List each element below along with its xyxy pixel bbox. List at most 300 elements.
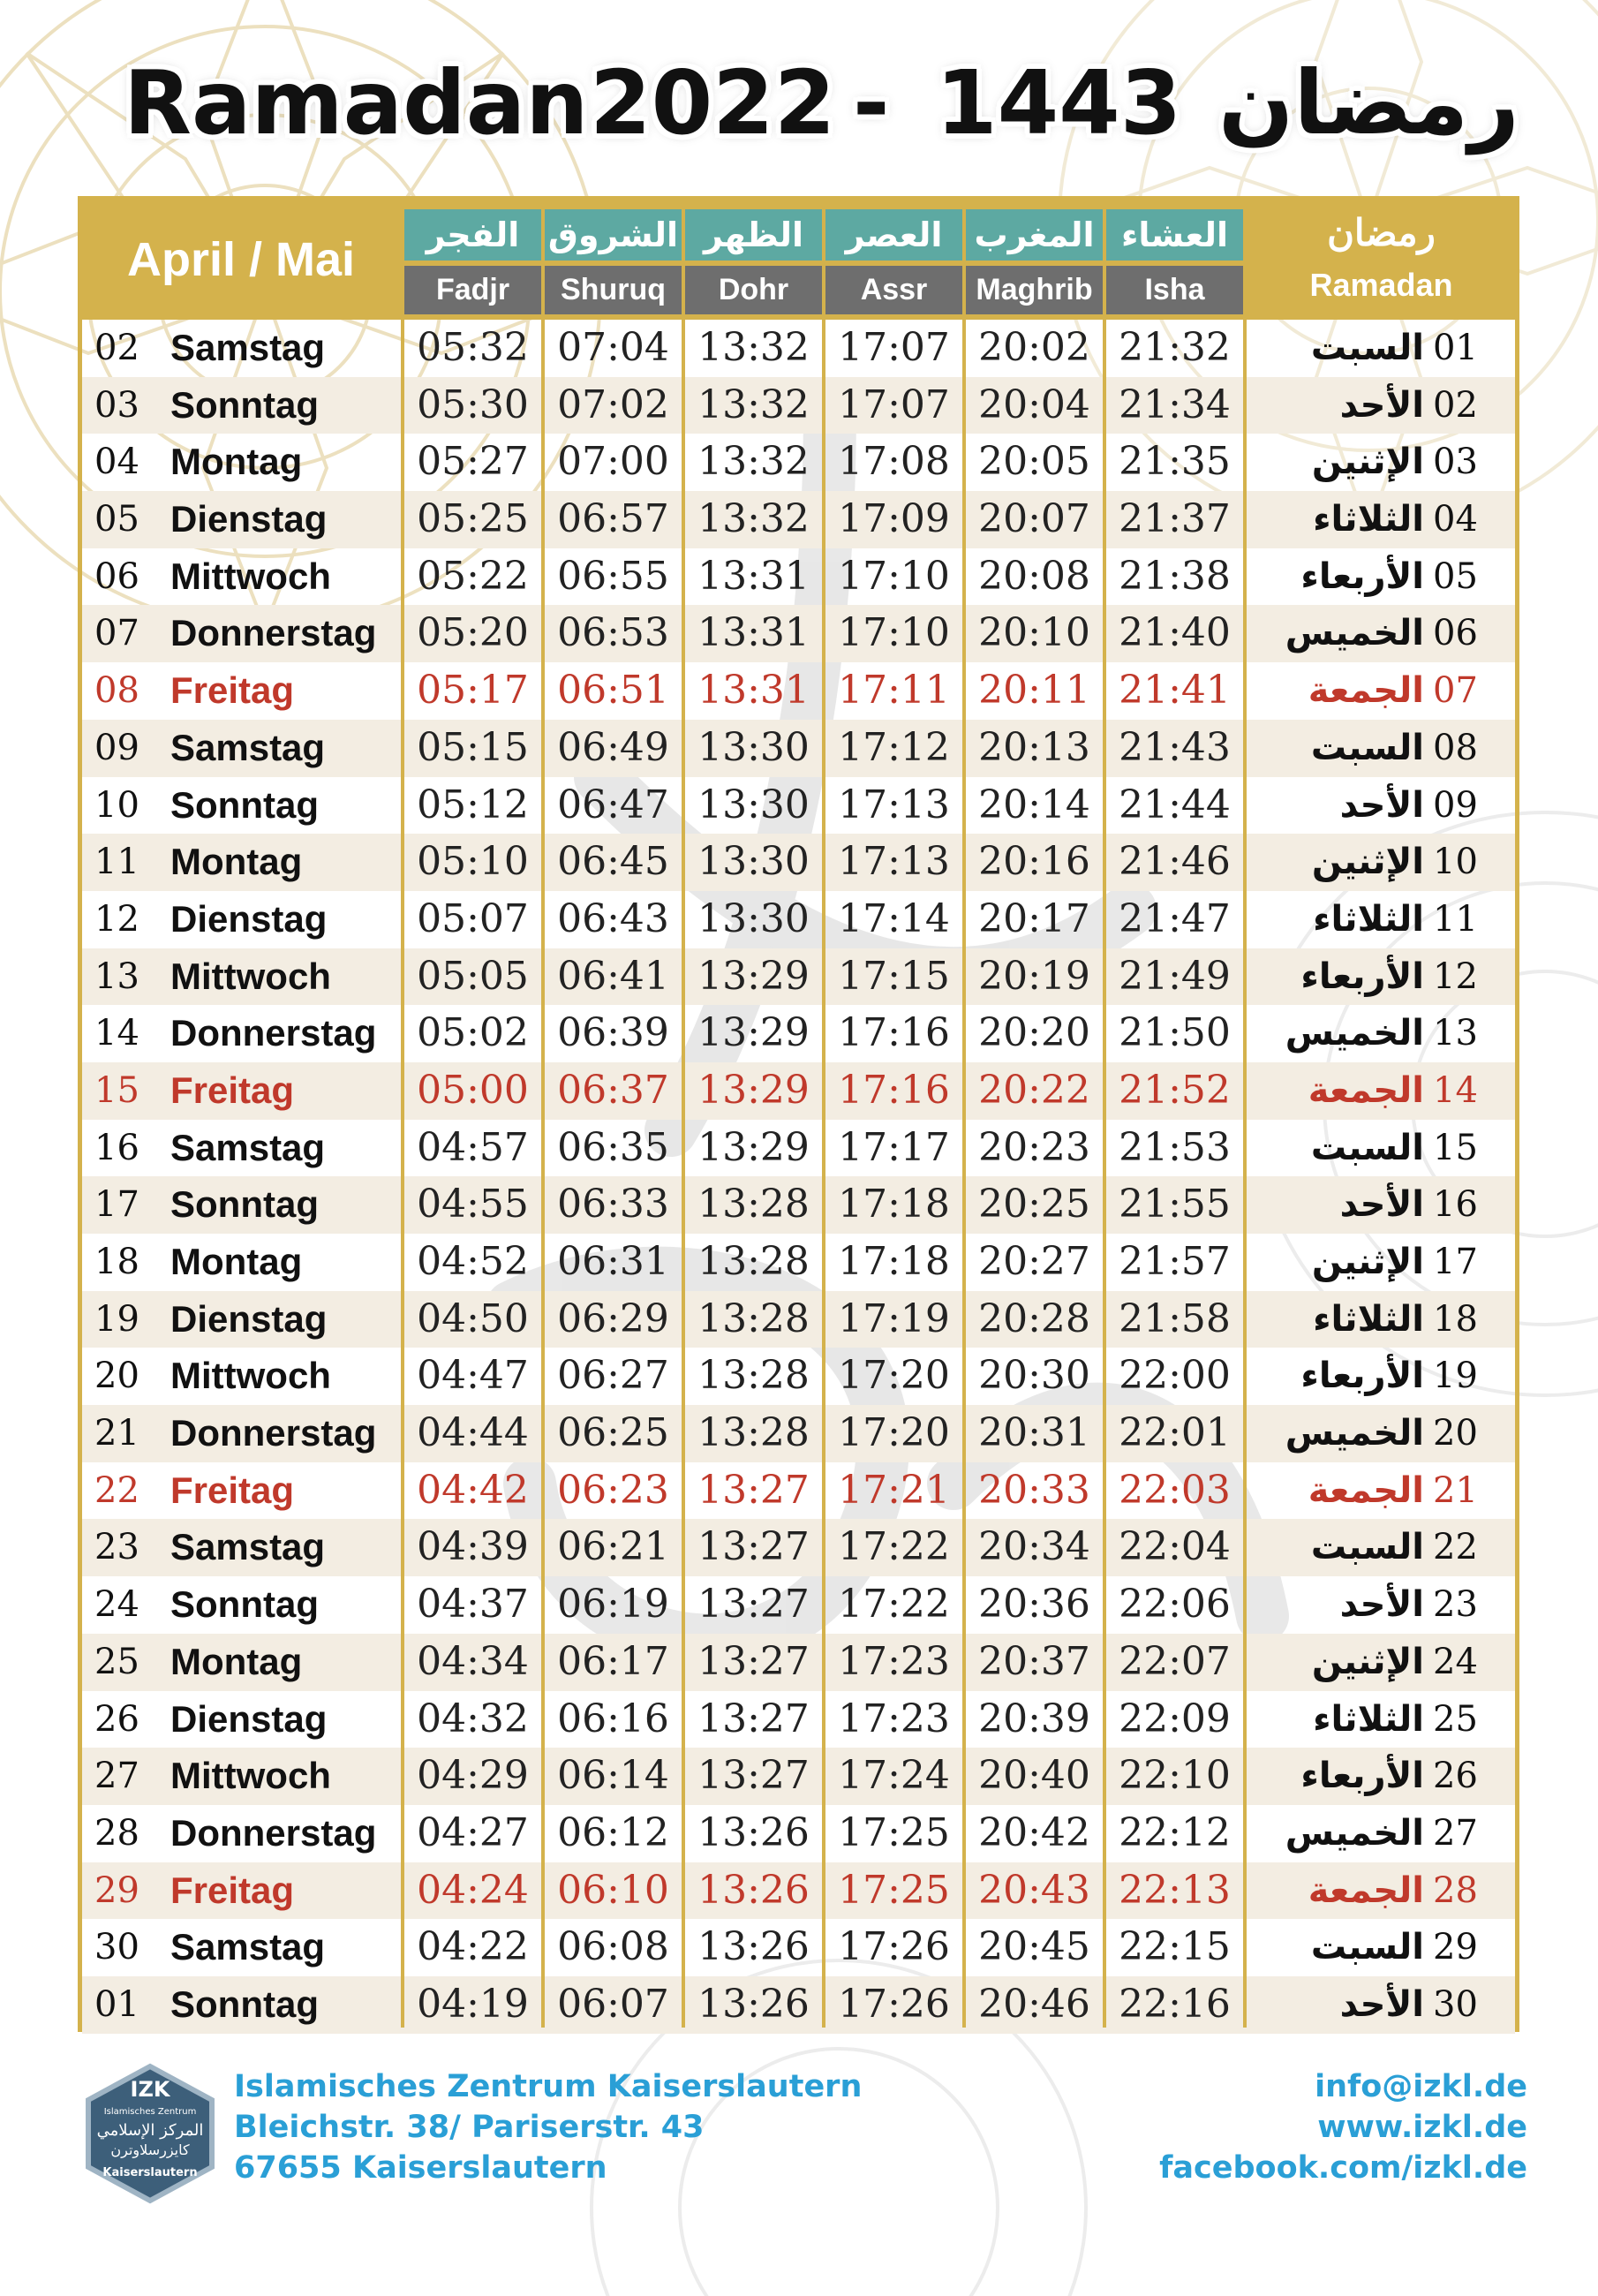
- arabic-weekday: الأربعاء: [1300, 555, 1424, 597]
- maghrib-time: 20:04: [978, 381, 1090, 427]
- assr-time: 17:26: [838, 1981, 950, 2027]
- gregorian-day: 25: [94, 1641, 139, 1682]
- gregorian-day: 08: [94, 670, 139, 712]
- maghrib-time: 20:07: [978, 496, 1090, 542]
- ramadan-day: 05: [1433, 555, 1478, 597]
- table-row: [82, 491, 1515, 548]
- fadjr-time: 05:05: [417, 953, 529, 999]
- ramadan-day: 09: [1433, 784, 1478, 826]
- fadjr-time: 04:57: [417, 1124, 529, 1170]
- isha-time: 22:03: [1119, 1467, 1231, 1513]
- maghrib-time: 20:45: [978, 1924, 1090, 1970]
- arabic-weekday: السبت: [1310, 1527, 1424, 1568]
- assr-time: 17:07: [838, 325, 950, 370]
- dohr-time: 13:26: [697, 1809, 810, 1855]
- isha-time: 21:53: [1119, 1124, 1231, 1170]
- dohr-time: 13:27: [697, 1467, 810, 1513]
- shuruq-time: 06:35: [557, 1124, 669, 1170]
- gregorian-day: 26: [94, 1698, 139, 1740]
- shuruq-time: 07:04: [557, 325, 669, 370]
- shuruq-time: 06:57: [557, 496, 669, 542]
- fadjr-time: 05:30: [417, 381, 529, 427]
- isha-time: 21:50: [1119, 1010, 1231, 1056]
- dohr-time: 13:28: [697, 1410, 810, 1456]
- weekday: Mittwoch: [170, 1755, 331, 1797]
- column-divider: [822, 320, 825, 2028]
- maghrib-time: 20:39: [978, 1696, 1090, 1741]
- assr-time: 17:23: [838, 1638, 950, 1684]
- shuruq-time: 07:00: [557, 439, 669, 485]
- arabic-weekday: الإثنين: [1311, 1242, 1424, 1282]
- maghrib-time: 20:11: [978, 668, 1090, 714]
- table-row: [82, 720, 1515, 777]
- ramadan-day: 14: [1433, 1069, 1478, 1111]
- table-row: [82, 1576, 1515, 1634]
- header-shuruq-latin: Shuruq: [545, 266, 682, 314]
- table-row: [82, 1176, 1515, 1234]
- table-row: [82, 777, 1515, 835]
- gregorian-day: 05: [94, 499, 139, 540]
- footer: [0, 2058, 1598, 2234]
- izk-logo: [79, 2063, 221, 2204]
- dohr-time: 13:26: [697, 1924, 810, 1970]
- fadjr-time: 05:02: [417, 1010, 529, 1056]
- dohr-time: 13:27: [697, 1753, 810, 1799]
- ramadan-day: 15: [1433, 1127, 1478, 1168]
- ramadan-day: 16: [1433, 1184, 1478, 1226]
- prayer-times-table: [78, 196, 1519, 2032]
- assr-time: 17:25: [838, 1867, 950, 1913]
- dohr-time: 13:27: [697, 1524, 810, 1570]
- assr-time: 17:09: [838, 496, 950, 542]
- ramadan-day: 24: [1433, 1641, 1478, 1682]
- maghrib-time: 20:25: [978, 1182, 1090, 1227]
- shuruq-time: 06:23: [557, 1467, 669, 1513]
- weekday: Dienstag: [170, 1697, 328, 1740]
- arabic-weekday: الإثنين: [1311, 842, 1424, 883]
- shuruq-time: 06:08: [557, 1924, 669, 1970]
- shuruq-time: 06:47: [557, 782, 669, 827]
- fadjr-time: 04:55: [417, 1182, 529, 1227]
- column-divider: [401, 320, 404, 2028]
- arabic-weekday: الثلاثاء: [1313, 1298, 1424, 1340]
- ramadan-day: 26: [1433, 1756, 1478, 1797]
- isha-time: 21:46: [1119, 839, 1231, 885]
- arabic-weekday: السبت: [1310, 1927, 1424, 1968]
- arabic-weekday: الأحد: [1339, 1983, 1424, 2025]
- ramadan-day: 27: [1433, 1812, 1478, 1854]
- fadjr-time: 05:27: [417, 439, 529, 485]
- shuruq-time: 06:21: [557, 1524, 669, 1570]
- table-row: [82, 1348, 1515, 1405]
- dohr-time: 13:32: [697, 439, 810, 485]
- ramadan-day: 01: [1433, 328, 1478, 368]
- table-row: [82, 1805, 1515, 1862]
- weekday: Mittwoch: [170, 1355, 331, 1397]
- fadjr-time: 05:00: [417, 1067, 529, 1113]
- arabic-weekday: الخميس: [1285, 1413, 1424, 1454]
- table-row: [82, 1519, 1515, 1576]
- gregorian-day: 10: [94, 784, 139, 826]
- ramadan-day: 11: [1433, 898, 1478, 940]
- weekday: Dienstag: [170, 498, 328, 540]
- maghrib-time: 20:46: [978, 1981, 1090, 2027]
- address-line-street: Bleichstr. 38/ Pariserstr. 43: [234, 2110, 705, 2145]
- shuruq-time: 06:51: [557, 668, 669, 714]
- dohr-time: 13:28: [697, 1182, 810, 1227]
- assr-time: 17:14: [838, 895, 950, 941]
- fadjr-time: 04:37: [417, 1582, 529, 1628]
- shuruq-time: 06:07: [557, 1981, 669, 2027]
- weekday: Sonntag: [170, 1183, 319, 1226]
- arabic-weekday: الجمعة: [1308, 1869, 1424, 1911]
- isha-time: 21:37: [1119, 496, 1231, 542]
- logo-line1: Islamisches Zentrum: [103, 2107, 197, 2117]
- isha-time: 22:12: [1119, 1809, 1231, 1855]
- header-assr-arabic: العصر: [825, 209, 962, 261]
- ramadan-day: 20: [1433, 1413, 1478, 1454]
- fadjr-time: 05:10: [417, 839, 529, 885]
- table-row: [82, 948, 1515, 1006]
- maghrib-time: 20:14: [978, 782, 1090, 827]
- gregorian-day: 19: [94, 1298, 139, 1340]
- ramadan-day: 28: [1433, 1869, 1478, 1911]
- fadjr-time: 04:19: [417, 1981, 529, 2027]
- header-ramadan-arabic: رمضان: [1327, 212, 1436, 253]
- gregorian-day: 13: [94, 955, 139, 997]
- dohr-time: 13:26: [697, 1981, 810, 2027]
- gregorian-day: 27: [94, 1756, 139, 1797]
- arabic-weekday: الخميس: [1285, 613, 1424, 654]
- shuruq-time: 06:29: [557, 1295, 669, 1341]
- fadjr-time: 04:34: [417, 1638, 529, 1684]
- ramadan-day: 06: [1433, 613, 1478, 654]
- shuruq-time: 06:10: [557, 1867, 669, 1913]
- gregorian-day: 09: [94, 727, 139, 768]
- fadjr-time: 05:32: [417, 325, 529, 370]
- header-assr-latin: Assr: [825, 266, 962, 314]
- isha-time: 21:52: [1119, 1067, 1231, 1113]
- facebook-link[interactable]: facebook.com/izkl.de: [1159, 2150, 1527, 2186]
- dohr-time: 13:29: [697, 953, 810, 999]
- assr-time: 17:08: [838, 439, 950, 485]
- dohr-time: 13:29: [697, 1010, 810, 1056]
- ramadan-day: 21: [1433, 1469, 1478, 1511]
- isha-time: 22:00: [1119, 1353, 1231, 1399]
- assr-time: 17:22: [838, 1582, 950, 1628]
- address-block: [234, 2066, 862, 2188]
- weekday: Mittwoch: [170, 555, 331, 597]
- header-ramadan: [1247, 200, 1515, 320]
- title-ramadan: Ramadan: [124, 51, 589, 155]
- weekday: Freitag: [170, 669, 295, 712]
- table-row: [82, 1748, 1515, 1805]
- table-row: [82, 891, 1515, 948]
- assr-time: 17:24: [838, 1753, 950, 1799]
- gregorian-day: 30: [94, 1927, 139, 1968]
- header-fadjr-latin: Fadjr: [404, 266, 541, 314]
- assr-time: 17:17: [838, 1124, 950, 1170]
- fadjr-time: 04:27: [417, 1809, 529, 1855]
- arabic-weekday: الجمعة: [1308, 1469, 1424, 1511]
- title-arabic: رمضان: [1218, 51, 1519, 155]
- table-header: [82, 200, 1515, 320]
- dohr-time: 13:32: [697, 496, 810, 542]
- gregorian-day: 12: [94, 898, 139, 940]
- table-row: [82, 1462, 1515, 1520]
- gregorian-day: 15: [94, 1069, 139, 1111]
- column-divider: [1103, 320, 1106, 2028]
- maghrib-time: 20:28: [978, 1295, 1090, 1341]
- ramadan-day: 02: [1433, 384, 1478, 426]
- table-row: [82, 1062, 1515, 1120]
- isha-time: 21:40: [1119, 610, 1231, 656]
- isha-time: 22:16: [1119, 1981, 1231, 2027]
- shuruq-time: 06:37: [557, 1067, 669, 1113]
- shuruq-time: 06:31: [557, 1239, 669, 1284]
- ramadan-day: 29: [1433, 1927, 1478, 1968]
- isha-time: 21:43: [1119, 724, 1231, 770]
- assr-time: 17:21: [838, 1467, 950, 1513]
- isha-time: 21:55: [1119, 1182, 1231, 1227]
- ramadan-day: 03: [1433, 442, 1478, 483]
- gregorian-day: 11: [94, 842, 139, 883]
- fadjr-time: 04:29: [417, 1753, 529, 1799]
- maghrib-time: 20:02: [978, 325, 1090, 370]
- dohr-time: 13:29: [697, 1067, 810, 1113]
- maghrib-time: 20:22: [978, 1067, 1090, 1113]
- dohr-time: 13:30: [697, 724, 810, 770]
- header-shuruq-arabic: الشروق: [545, 209, 682, 261]
- table-row: [82, 1691, 1515, 1748]
- gregorian-day: 24: [94, 1584, 139, 1626]
- fadjr-time: 05:15: [417, 724, 529, 770]
- maghrib-time: 20:40: [978, 1753, 1090, 1799]
- arabic-weekday: الأحد: [1339, 1584, 1424, 1626]
- arabic-weekday: الثلاثاء: [1313, 1698, 1424, 1740]
- dohr-time: 13:26: [697, 1867, 810, 1913]
- arabic-weekday: الأربعاء: [1300, 1356, 1424, 1397]
- column-divider: [962, 320, 966, 2028]
- gregorian-day: 23: [94, 1527, 139, 1568]
- header-dohr-arabic: الظهر: [685, 209, 822, 261]
- shuruq-time: 06:27: [557, 1353, 669, 1399]
- assr-time: 17:26: [838, 1924, 950, 1970]
- maghrib-time: 20:43: [978, 1867, 1090, 1913]
- dohr-time: 13:27: [697, 1582, 810, 1628]
- weekday: Donnerstag: [170, 1012, 377, 1054]
- shuruq-time: 06:49: [557, 724, 669, 770]
- ramadan-day: 10: [1433, 842, 1478, 883]
- dohr-time: 13:30: [697, 782, 810, 827]
- assr-time: 17:16: [838, 1010, 950, 1056]
- header-assr: [825, 200, 962, 320]
- shuruq-time: 06:55: [557, 553, 669, 599]
- logo-line4: Kaiserslautern: [102, 2166, 198, 2179]
- arabic-weekday: الثلاثاء: [1313, 898, 1424, 940]
- arabic-weekday: السبت: [1310, 727, 1424, 768]
- dohr-time: 13:27: [697, 1696, 810, 1741]
- assr-time: 17:20: [838, 1410, 950, 1456]
- isha-time: 21:44: [1119, 782, 1231, 827]
- table-row: [82, 1120, 1515, 1177]
- shuruq-time: 07:02: [557, 381, 669, 427]
- table-row: [82, 377, 1515, 434]
- assr-time: 17:13: [838, 782, 950, 827]
- shuruq-time: 06:39: [557, 1010, 669, 1056]
- isha-time: 21:41: [1119, 668, 1231, 714]
- maghrib-time: 20:42: [978, 1809, 1090, 1855]
- fadjr-time: 04:52: [417, 1239, 529, 1284]
- isha-time: 21:38: [1119, 553, 1231, 599]
- header-isha-arabic: العشاء: [1106, 209, 1243, 261]
- weekday: Donnerstag: [170, 1412, 377, 1454]
- ramadan-day: 18: [1433, 1298, 1478, 1340]
- isha-time: 22:06: [1119, 1582, 1231, 1628]
- arabic-weekday: الثلاثاء: [1313, 499, 1424, 540]
- arabic-weekday: الإثنين: [1311, 1641, 1424, 1682]
- weekday: Samstag: [170, 726, 326, 768]
- fadjr-time: 05:25: [417, 496, 529, 542]
- shuruq-time: 06:33: [557, 1182, 669, 1227]
- gregorian-day: 02: [94, 328, 139, 368]
- table-row: [82, 1405, 1515, 1462]
- logo-abbr: IZK: [130, 2077, 170, 2102]
- fadjr-time: 04:44: [417, 1410, 529, 1456]
- dohr-time: 13:27: [697, 1638, 810, 1684]
- table-row: [82, 834, 1515, 891]
- email-link[interactable]: info@izkl.de: [1315, 2069, 1527, 2104]
- maghrib-time: 20:17: [978, 895, 1090, 941]
- isha-time: 22:09: [1119, 1696, 1231, 1741]
- gregorian-day: 17: [94, 1184, 139, 1226]
- website-link[interactable]: www.izkl.de: [1317, 2110, 1527, 2145]
- isha-time: 21:49: [1119, 953, 1231, 999]
- table-row: [82, 1234, 1515, 1291]
- gregorian-day: 01: [94, 1983, 139, 2025]
- shuruq-time: 06:45: [557, 839, 669, 885]
- dohr-time: 13:30: [697, 895, 810, 941]
- table-row: [82, 1862, 1515, 1920]
- fadjr-time: 04:47: [417, 1353, 529, 1399]
- maghrib-time: 20:23: [978, 1124, 1090, 1170]
- shuruq-time: 06:41: [557, 953, 669, 999]
- table-row: [82, 662, 1515, 720]
- table-row: [82, 1291, 1515, 1348]
- dohr-time: 13:29: [697, 1124, 810, 1170]
- fadjr-time: 05:12: [417, 782, 529, 827]
- header-isha: [1106, 200, 1243, 320]
- shuruq-time: 06:43: [557, 895, 669, 941]
- dohr-time: 13:28: [697, 1295, 810, 1341]
- isha-time: 22:13: [1119, 1867, 1231, 1913]
- header-fadjr: [404, 200, 541, 320]
- dohr-time: 13:31: [697, 668, 810, 714]
- header-dohr-latin: Dohr: [685, 266, 822, 314]
- header-fadjr-arabic: الفجر: [404, 209, 541, 261]
- arabic-weekday: الأربعاء: [1300, 1756, 1424, 1797]
- weekday: Freitag: [170, 1869, 295, 1911]
- ramadan-day: 13: [1433, 1013, 1478, 1054]
- weekday: Samstag: [170, 1926, 326, 1968]
- table-row: [82, 1634, 1515, 1691]
- weekday: Donnerstag: [170, 612, 377, 654]
- weekday: Samstag: [170, 1126, 326, 1168]
- arabic-weekday: الخميس: [1285, 1013, 1424, 1054]
- weekday: Sonntag: [170, 1983, 319, 2025]
- shuruq-time: 06:53: [557, 610, 669, 656]
- weekday: Samstag: [170, 1526, 326, 1568]
- dohr-time: 13:30: [697, 839, 810, 885]
- table-row: [82, 1005, 1515, 1062]
- assr-time: 17:18: [838, 1239, 950, 1284]
- weekday: Montag: [170, 441, 303, 483]
- title-hijri-year: 1443: [936, 51, 1182, 155]
- fadjr-time: 04:32: [417, 1696, 529, 1741]
- ramadan-day: 23: [1433, 1584, 1478, 1626]
- table-body: [82, 320, 1515, 2034]
- maghrib-time: 20:08: [978, 553, 1090, 599]
- arabic-weekday: الأحد: [1339, 784, 1424, 826]
- maghrib-time: 20:16: [978, 839, 1090, 885]
- fadjr-time: 04:24: [417, 1867, 529, 1913]
- maghrib-time: 20:37: [978, 1638, 1090, 1684]
- ramadan-day: 08: [1433, 727, 1478, 768]
- dohr-time: 13:31: [697, 553, 810, 599]
- arabic-weekday: السبت: [1310, 1127, 1424, 1168]
- isha-time: 21:57: [1119, 1239, 1231, 1284]
- ramadan-day: 07: [1433, 670, 1478, 712]
- fadjr-time: 05:20: [417, 610, 529, 656]
- fadjr-time: 05:22: [417, 553, 529, 599]
- arabic-weekday: الإثنين: [1311, 442, 1424, 483]
- gregorian-day: 03: [94, 384, 139, 426]
- isha-time: 22:07: [1119, 1638, 1231, 1684]
- assr-time: 17:22: [838, 1524, 950, 1570]
- arabic-weekday: الأحد: [1339, 384, 1424, 426]
- fadjr-time: 04:22: [417, 1924, 529, 1970]
- dohr-time: 13:32: [697, 381, 810, 427]
- weekday: Freitag: [170, 1069, 295, 1111]
- assr-time: 17:19: [838, 1295, 950, 1341]
- header-maghrib: [966, 200, 1103, 320]
- assr-time: 17:12: [838, 724, 950, 770]
- gregorian-day: 18: [94, 1242, 139, 1282]
- weekday: Freitag: [170, 1469, 295, 1511]
- assr-time: 17:25: [838, 1809, 950, 1855]
- maghrib-time: 20:19: [978, 953, 1090, 999]
- shuruq-time: 06:25: [557, 1410, 669, 1456]
- logo-line2: المركز الإسلامي: [96, 2121, 204, 2140]
- address-line-org: Islamisches Zentrum Kaiserslautern: [234, 2069, 863, 2104]
- weekday: Samstag: [170, 327, 326, 368]
- ramadan-day: 22: [1433, 1527, 1478, 1568]
- gregorian-day: 29: [94, 1869, 139, 1911]
- arabic-weekday: الأحد: [1339, 1184, 1424, 1226]
- assr-time: 17:23: [838, 1696, 950, 1741]
- gregorian-day: 21: [94, 1413, 139, 1454]
- header-month: April / Mai: [126, 233, 356, 286]
- contact-block: [1159, 2066, 1527, 2188]
- assr-time: 17:10: [838, 553, 950, 599]
- ramadan-day: 19: [1433, 1356, 1478, 1397]
- shuruq-time: 06:16: [557, 1696, 669, 1741]
- assr-time: 17:20: [838, 1353, 950, 1399]
- arabic-weekday: الجمعة: [1308, 1069, 1424, 1111]
- weekday: Montag: [170, 1241, 303, 1282]
- ramadan-day: 04: [1433, 499, 1478, 540]
- maghrib-time: 20:30: [978, 1353, 1090, 1399]
